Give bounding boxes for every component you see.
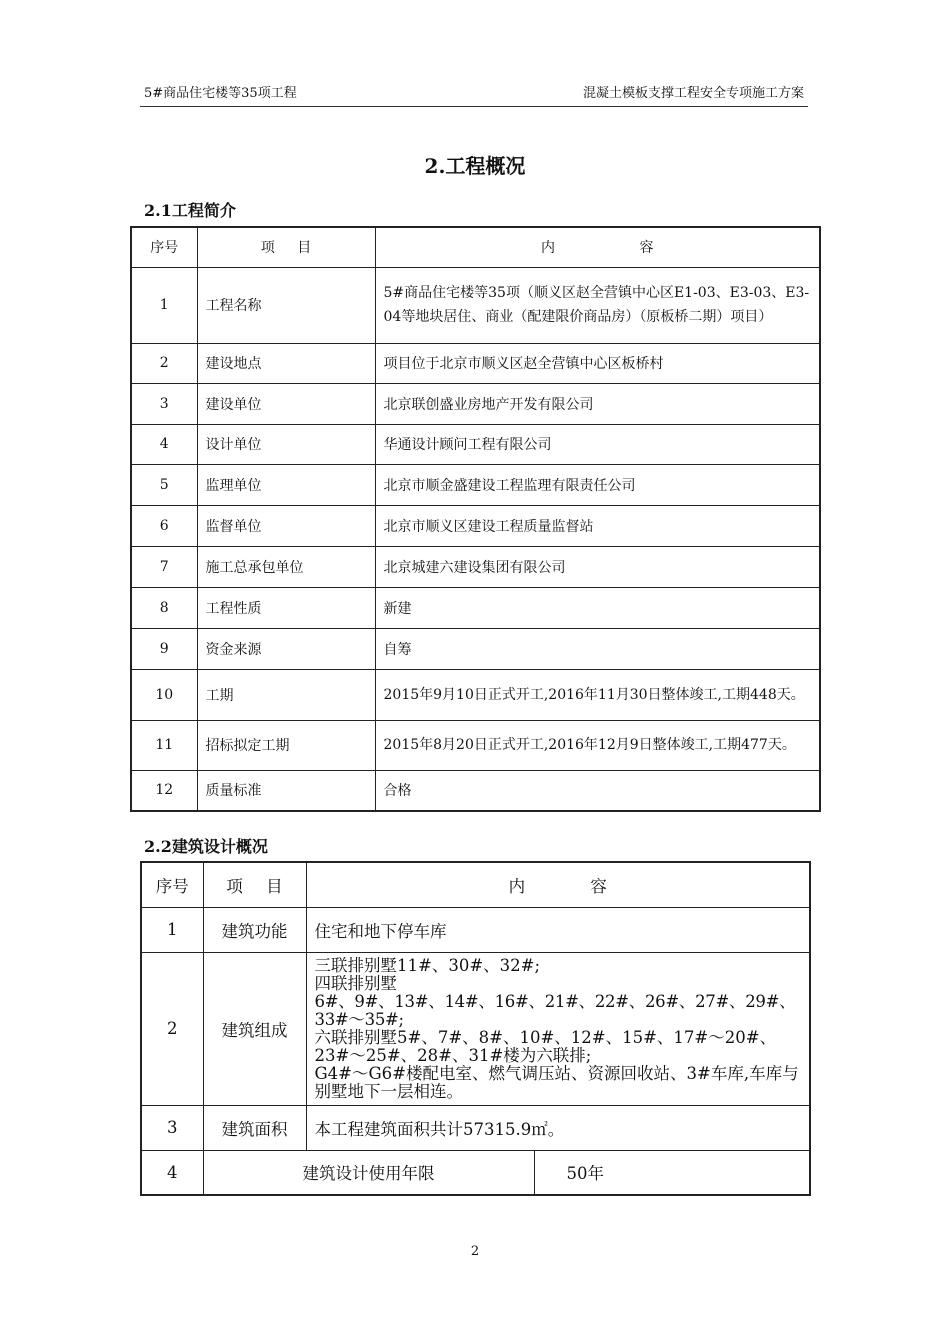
project-overview-table — [130, 226, 821, 812]
table-row — [131, 505, 820, 546]
table-header-row — [141, 862, 810, 907]
row-content: 自筹 — [375, 628, 820, 669]
row-no: 3 — [141, 1105, 203, 1150]
row-item: 建设单位 — [197, 383, 375, 424]
row-content: 2015年9月10日正式开工,2016年11月30日整体竣工,工期448天。 — [375, 669, 820, 720]
table-row — [131, 770, 820, 811]
architecture-design-table — [140, 861, 811, 1196]
row-item: 建筑面积 — [203, 1105, 306, 1150]
row-content: 合格 — [375, 770, 820, 811]
row-content: 北京市顺金盛建设工程监理有限责任公司 — [375, 464, 820, 505]
row-item: 建筑组成 — [203, 952, 306, 1105]
row-no: 4 — [131, 424, 197, 464]
header-divider — [140, 106, 808, 107]
row-content: 新建 — [375, 587, 820, 628]
row-item: 施工总承包单位 — [197, 546, 375, 587]
row-item: 监督单位 — [197, 505, 375, 546]
col-header-item: 项 目 — [197, 227, 375, 267]
row-item: 建设地点 — [197, 343, 375, 383]
row-content: 北京市顺义区建设工程质量监督站 — [375, 505, 820, 546]
row-item: 建筑设计使用年限 — [203, 1150, 534, 1195]
row-content — [306, 952, 810, 1105]
row-content: 北京联创盛业房地产开发有限公司 — [375, 383, 820, 424]
table-row — [131, 343, 820, 383]
row-no: 12 — [131, 770, 197, 811]
row-item: 工期 — [197, 669, 375, 720]
row-no: 1 — [141, 907, 203, 952]
table-row — [141, 907, 810, 952]
row-no: 7 — [131, 546, 197, 587]
row-content: 2015年8月20日正式开工,2016年12月9日整体竣工,工期477天。 — [375, 720, 820, 770]
row-item: 资金来源 — [197, 628, 375, 669]
table-row — [141, 1105, 810, 1150]
table-row — [131, 628, 820, 669]
row-item: 设计单位 — [197, 424, 375, 464]
table-row — [131, 383, 820, 424]
col-header-no: 序号 — [131, 227, 197, 267]
row-item: 工程性质 — [197, 587, 375, 628]
row-no: 1 — [131, 267, 197, 343]
section-heading-architecture: 2.2建筑设计概况 — [144, 837, 268, 856]
section-heading-overview: 2.1工程简介 — [144, 201, 236, 220]
composition-line: G4#～G6#楼配电室、燃气调压站、资源回收站、3#车库,车库与别墅地下一层相连。 — [314, 1063, 799, 1101]
table-row — [131, 546, 820, 587]
row-item: 建筑功能 — [203, 907, 306, 952]
row-no: 2 — [131, 343, 197, 383]
row-no: 10 — [131, 669, 197, 720]
chapter-title: 2.工程概况 — [424, 154, 526, 178]
header-project-name: 5#商品住宅楼等35项工程 — [144, 86, 297, 101]
composition-line: 四联排别墅 — [314, 973, 397, 993]
col-header-content: 内 容 — [306, 862, 810, 907]
table-row — [141, 1150, 810, 1195]
row-no: 5 — [131, 464, 197, 505]
table-header-row — [131, 227, 820, 267]
row-content: 住宅和地下停车库 — [306, 907, 810, 952]
row-item: 招标拟定工期 — [197, 720, 375, 770]
col-header-item: 项 目 — [203, 862, 306, 907]
row-no: 6 — [131, 505, 197, 546]
row-content: 项目位于北京市顺义区赵全营镇中心区板桥村 — [375, 343, 820, 383]
table-row — [131, 464, 820, 505]
row-no: 2 — [141, 952, 203, 1105]
row-content: 北京城建六建设集团有限公司 — [375, 546, 820, 587]
row-item: 质量标准 — [197, 770, 375, 811]
header-document-title: 混凝土模板支撑工程安全专项施工方案 — [582, 86, 804, 101]
row-content: 华通设计顾问工程有限公司 — [375, 424, 820, 464]
table-row — [131, 424, 820, 464]
row-content: 50年 — [534, 1150, 810, 1195]
composition-line: 6#、9#、13#、14#、16#、21#、22#、26#、27#、29#、33#～35#; — [314, 991, 796, 1029]
row-no: 8 — [131, 587, 197, 628]
row-no: 3 — [131, 383, 197, 424]
composition-line: 三联排别墅11#、30#、32#; — [314, 955, 541, 975]
row-item: 监理单位 — [197, 464, 375, 505]
row-no: 11 — [131, 720, 197, 770]
col-header-no: 序号 — [141, 862, 203, 907]
table-row — [131, 669, 820, 720]
page-number: 2 — [470, 1244, 480, 1259]
row-item: 工程名称 — [197, 267, 375, 343]
col-header-content: 内 容 — [375, 227, 820, 267]
table-row — [131, 587, 820, 628]
table-row — [131, 720, 820, 770]
table-row — [131, 267, 820, 343]
row-content: 5#商品住宅楼等35项（顺义区赵全营镇中心区E1-03、E3-03、E3-04等地块居住、商业（配建限价商品房）（原板桥二期）项目） — [375, 267, 820, 343]
table-row — [141, 952, 810, 1105]
row-content: 本工程建筑面积共计57315.9㎡。 — [306, 1105, 810, 1150]
row-no: 4 — [141, 1150, 203, 1195]
row-no: 9 — [131, 628, 197, 669]
composition-line: 六联排别墅5#、7#、8#、10#、12#、15#、17#～20#、23#～25#、28#、31#楼为六联排; — [314, 1027, 777, 1065]
